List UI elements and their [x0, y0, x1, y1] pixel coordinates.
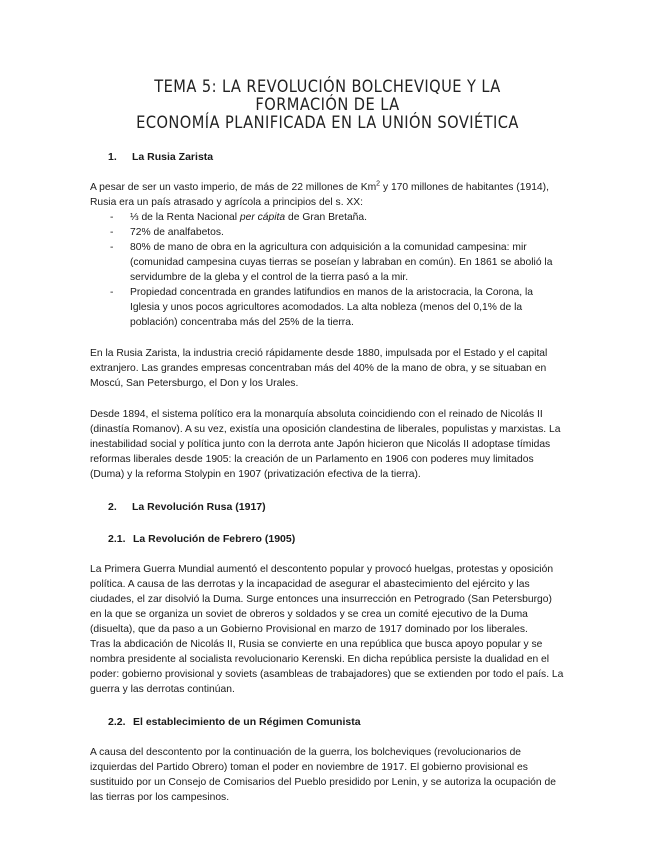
dash-marker: -: [110, 212, 114, 223]
section-2-number: 2.: [108, 501, 117, 513]
section-2-1-heading: [90, 532, 565, 546]
title-line-1: TEMA 5: LA REVOLUCIÓN BOLCHEVIQUE Y LA FORMACIÓN DE LA: [154, 77, 501, 115]
bullet-text: ⅓ de la Renta Nacional: [130, 212, 240, 223]
section-1-number: 1.: [108, 151, 117, 163]
bullet-text-after: de Gran Bretaña.: [285, 212, 367, 223]
title-line-2: ECONOMÍA PLANIFICADA EN LA UNIÓN SOVIÉTICA: [136, 113, 519, 133]
paragraph-february-2: Tras la abdicación de Nicolás II, Rusia se convierte en una república que busca apoyo popular y se nombra presidente al socialista revolucionario Kerenski. En dicha república persiste la dualidad en el poder: gobierno provisional y soviets (asambleas de trabajadores) que se extienden por todo el país. La guerra y las derrotas continúan.: [90, 639, 564, 695]
document-title: [123, 78, 532, 132]
section-1-title: La Rusia Zarista: [132, 151, 214, 163]
list-item: [90, 240, 565, 285]
intro-text-a: A pesar de ser un vasto imperio, de más de 22 millones de Km: [90, 182, 377, 193]
list-item: [90, 210, 565, 225]
bullet-text: 72% de analfabetos.: [130, 227, 224, 238]
intro-superscript: 2: [376, 180, 381, 188]
paragraph-communist-regime: A causa del descontento por la continuación de la guerra, los bolcheviques (revolucionarios de izquierdas del Partido Obrero) toman el poder en noviembre de 1917. El gobierno provisional es sustituido por un Consejo de Comisarios del Pueblo presidido por Lenin, y se autoriza la ocupación de las tierras por los campesinos.: [90, 747, 556, 803]
bullet-italic-text: per cápita: [239, 212, 286, 223]
section-2-2-number: 2.2.: [108, 716, 126, 728]
dash-marker: -: [110, 242, 114, 253]
bullet-text: Propiedad concentrada en grandes latifundios en manos de la aristocracia, la Corona, la Iglesia y unos pocos agricultores acomodados. La alta nobleza (menos del 0,1% de la población) concentraba más del 25% de la tierra.: [130, 287, 533, 328]
section-1-intro: [90, 180, 565, 210]
bullet-text: 80% de mano de obra en la agricultura con adquisición a la comunidad campesina: mir (comunidad campesina cuyas tierras se poseían y labraban en común). En 1861 se abolió la servidumbre de la gleba y el control de la tierra pasó a la mir.: [130, 242, 553, 283]
section-2-1-title: La Revolución de Febrero (1905): [133, 533, 296, 545]
section-2-2-heading: [90, 715, 565, 729]
paragraph-politics: Desde 1894, el sistema político era la monarquía absoluta coincidiendo con el reinado de Nicolás II (dinastía Romanov). A su vez, existía una oposición clandestina de liberales, populistas y marxistas. La inestabilidad social y política junto con la derrota ante Japón hicieron que Nicolás II adoptase tímidas reformas liberales desde 1905: la creación de un Parlamento en 1906 con poderes muy limitados (Duma) y la reforma Stolypin en 1907 (privatización efectiva de la tierra).: [90, 409, 561, 480]
section-1-bullet-list: [90, 210, 565, 330]
list-item: [90, 285, 565, 330]
paragraph-industry: En la Rusia Zarista, la industria creció rápidamente desde 1880, impulsada por el Estado y el capital extranjero. Las grandes empresas concentraban más del 40% de la mano de obra, y se situaban en Moscú, San Petersburgo, el Don y los Urales.: [90, 348, 548, 389]
dash-marker: -: [110, 287, 114, 298]
paragraph-february-1: La Primera Guerra Mundial aumentó el descontento popular y provocó huelgas, protestas y oposición política. A causa de las derrotas y la incapacidad de asegurar el abastecimiento del ejército y las ciudades, el zar disolvió la Duma. Surge entonces una insurrección en Petrogrado (San Petersburgo) en la que se organiza un soviet de obreros y soldados y se crea un comité ejecutivo de la Duma (disuelta), que da paso a un Gobierno Provisional en marzo de 1917 dominado por los liberales.: [90, 564, 554, 635]
list-item: [90, 225, 565, 240]
section-2-2-title: El establecimiento de un Régimen Comunista: [133, 716, 361, 728]
section-2-heading: [90, 500, 565, 514]
dash-marker: -: [110, 227, 114, 238]
section-1-heading: [90, 150, 565, 164]
section-2-title: La Revolución Rusa (1917): [132, 501, 266, 513]
intro-text-b: y 170 millones de habitantes (1914), Rusia era un país atrasado y agrícola a principios del s. XX:: [90, 182, 549, 208]
section-2-1-number: 2.1.: [108, 533, 126, 545]
